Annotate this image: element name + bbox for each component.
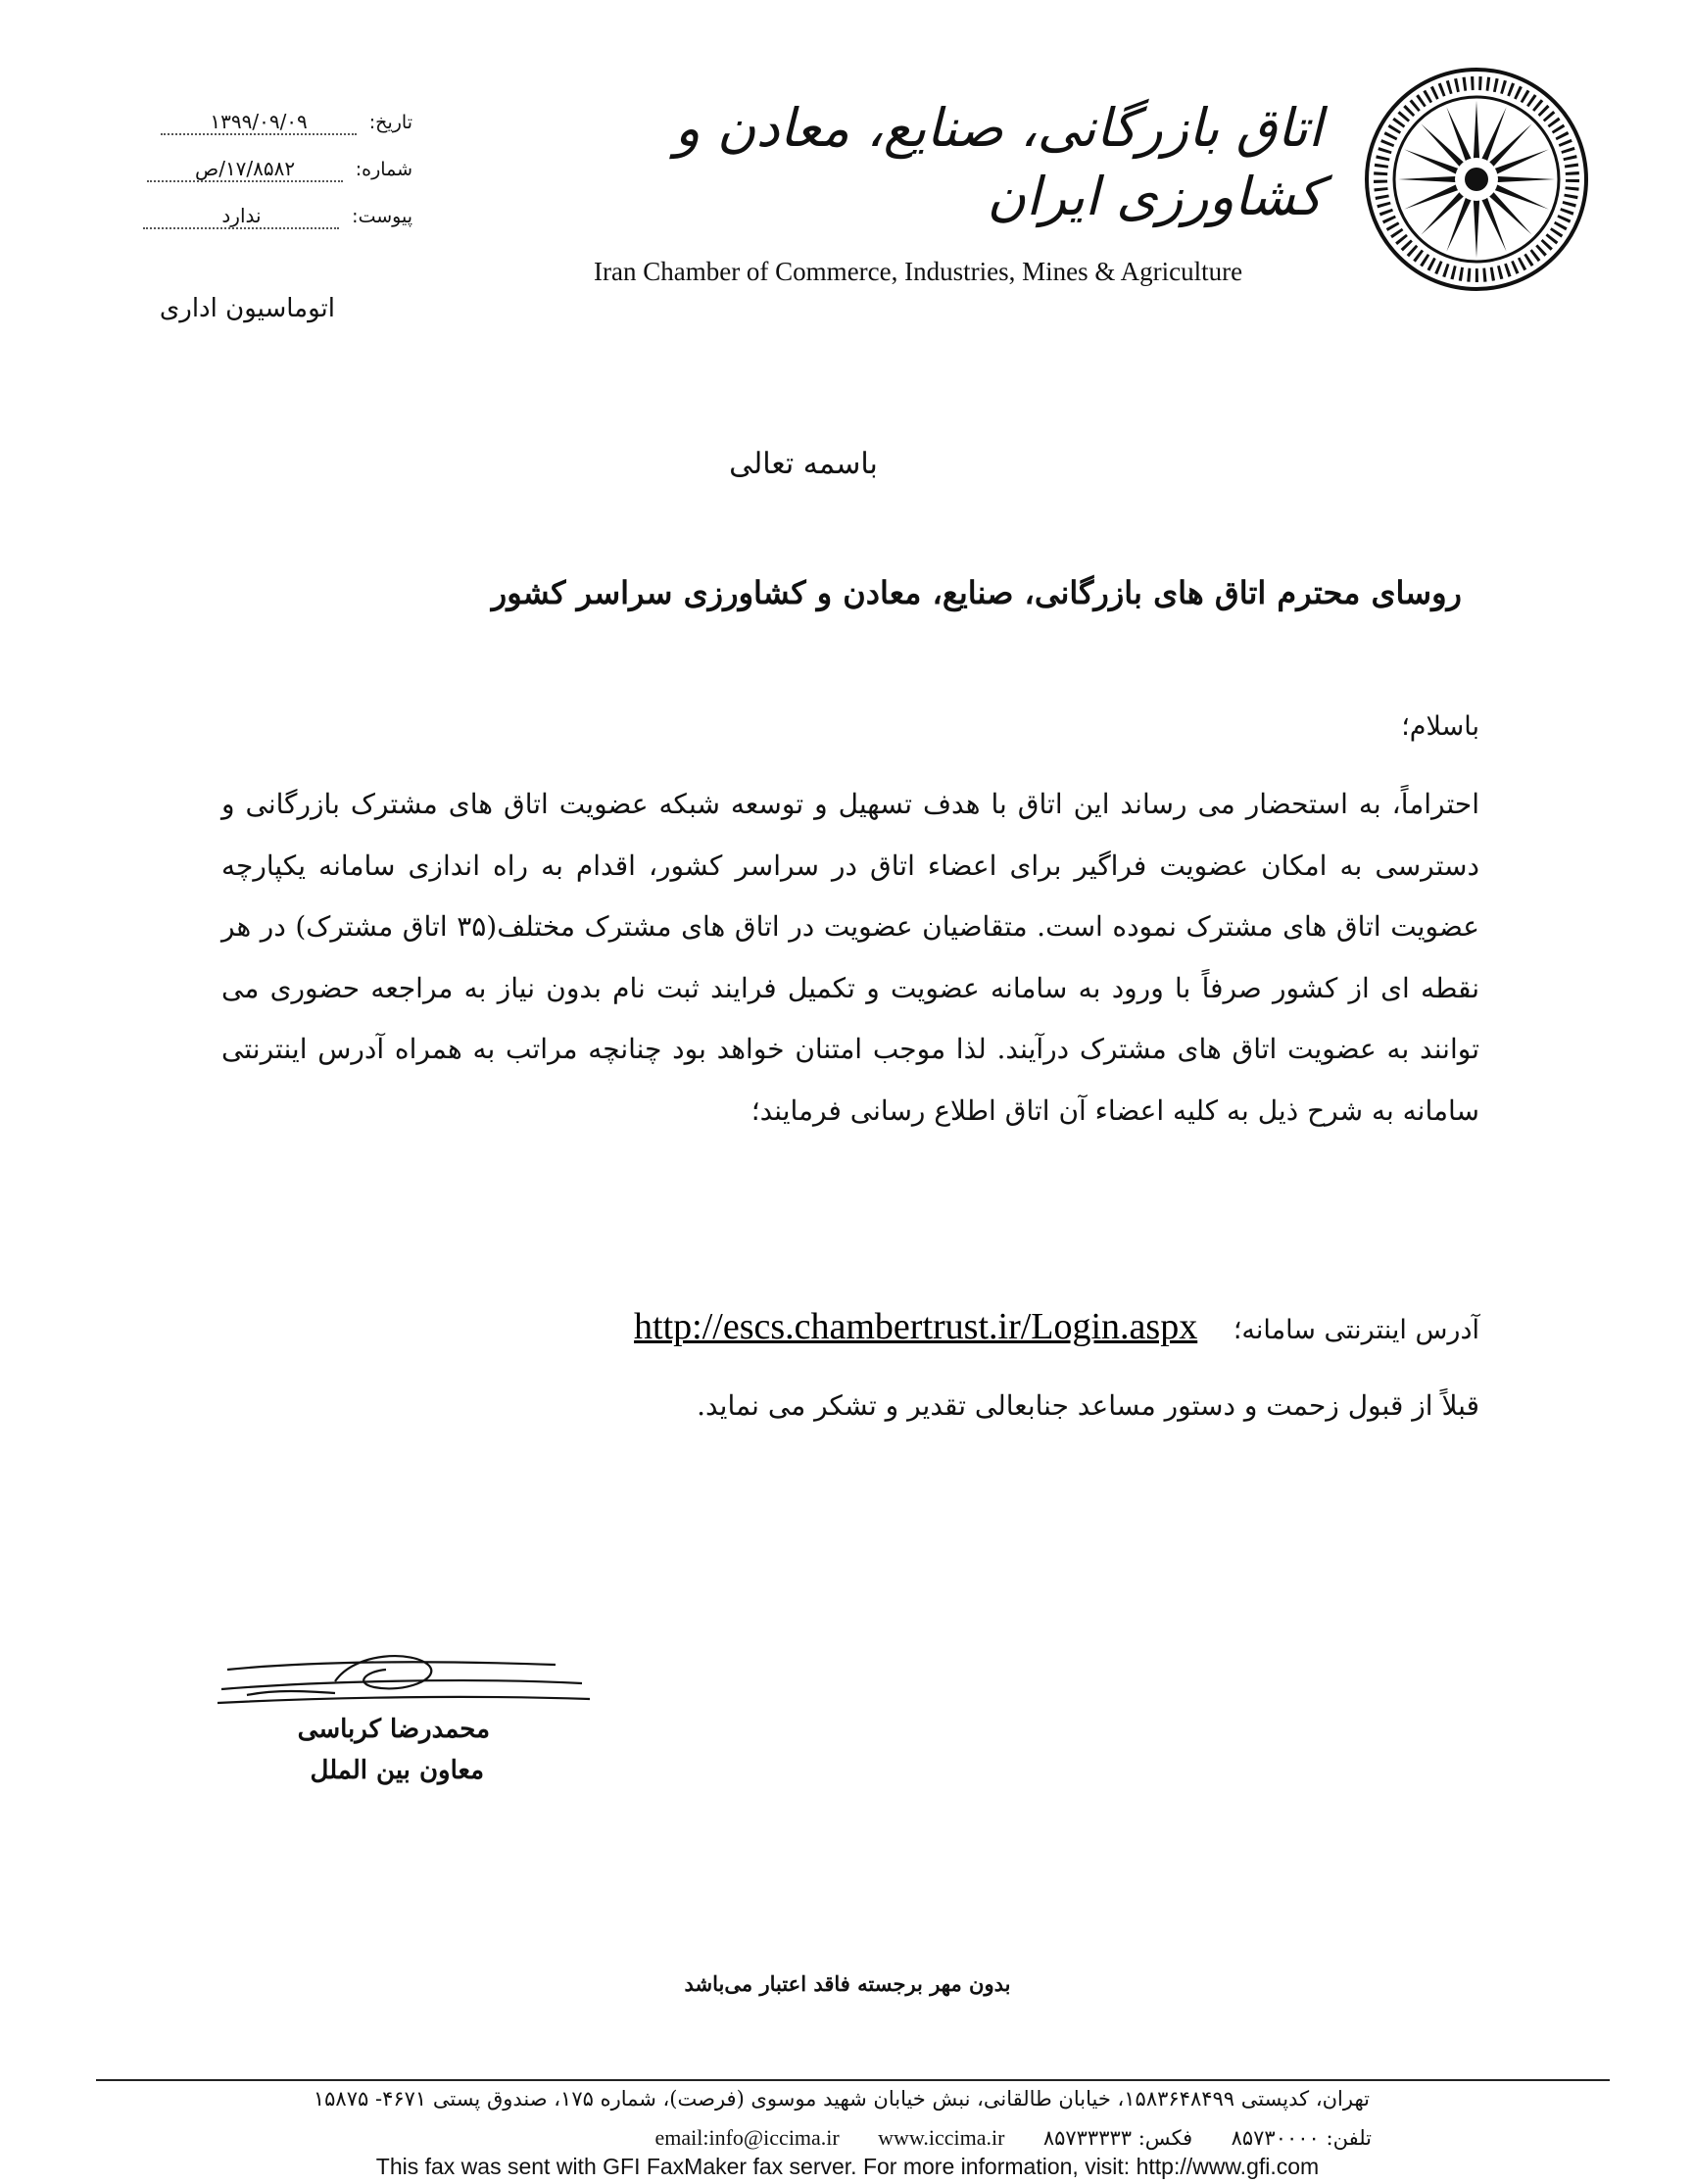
logo-petal (1496, 176, 1555, 182)
footer-address: تهران، کدپستی ۱۵۸۳۶۴۸۴۹۹، خیابان طالقانی، نبش خیابان شهید موسوی (فرصت)، شماره ۱۷۵، صندوق پستی ۴۶۷۱- ۱۵۸۷۵ (313, 2087, 1370, 2111)
phone-label: تلفن: (1326, 2126, 1372, 2150)
attachment-value: ندارد (143, 204, 339, 229)
greeting: باسلام؛ (1401, 711, 1479, 742)
email-address: email:info@iccima.ir (654, 2125, 840, 2150)
letter-body: احتراماً، به استحضار می رساند این اتاق با هدف تسهیل و توسعه شبکه عضویت اتاق های مشترک بازرگانی و دسترسی به امکان عضویت فراگیر برای اعضاء اتاق در سراسر کشور، اقدام به راه اندازی سامانه یکپارچه عضویت اتاق های مشترک نموده است. متقاضیان عضویت در اتاق های مشترک مختلف(۳۵ اتاق مشترک) در هر نقطه ای از کشور صرفاً با ورود به سامانه عضویت و تکمیل فرایند ثبت نام بدون نیاز به مراجعه حضوری می توانند به عضویت اتاق های مشترک درآیند. لذا موجب امتنان خواهد بود چنانچه مراتب به همراه آدرس اینترنتی سامانه به شرح ذیل به کلیه اعضاء آن اتاق اطلاع رسانی فرمایند؛ (221, 788, 1479, 1127)
website-address: www.iccima.ir (878, 2125, 1005, 2150)
addressee: روسای محترم اتاق های بازرگانی، صنایع، معادن و کشاورزی سراسر کشور (491, 574, 1462, 611)
number-value: ۱۷/۸۵۸۲/ص (147, 157, 343, 182)
number-label: شماره: (355, 159, 412, 180)
signer-title: معاون بین الملل (310, 1756, 484, 1785)
attachment-row (119, 204, 412, 243)
date-row (119, 110, 412, 149)
phone-number: ۸۵۷۳۰۰۰۰ (1231, 2126, 1320, 2150)
url-line (634, 1305, 1479, 1348)
url-label: آدرس اینترنتی سامانه؛ (1233, 1315, 1479, 1345)
org-name-english: Iran Chamber of Commerce, Industries, Mines & Agriculture (594, 257, 1243, 286)
date-value: ۱۳۹۹/۰۹/۰۹ (161, 110, 357, 135)
closing-line: قبلاً از قبول زحمت و دستور مساعد جنابعالی تقدیر و تشکر می نماید. (697, 1389, 1479, 1422)
fax-number: ۸۵۷۳۳۳۳۳ (1042, 2126, 1133, 2150)
logo-petal (1421, 191, 1465, 235)
logo-petal (1488, 191, 1532, 235)
org-name-persian: اتاق بازرگانی، صنایع، معادن و کشاورزی ایران (674, 97, 1323, 228)
chamber-logo-seal (1362, 65, 1591, 294)
logo-petal (1474, 101, 1479, 160)
logo-petal (1398, 176, 1457, 182)
department-label: اتوماسیون اداری (159, 294, 335, 323)
date-label: تاریخ: (368, 112, 412, 133)
system-url-link[interactable]: http://escs.chambertrust.ir/Login.aspx (634, 1306, 1198, 1347)
logo-petal (1421, 123, 1465, 168)
footer-contact (655, 2125, 1373, 2151)
logo-petal (1488, 123, 1532, 168)
logo-petal (1474, 199, 1479, 258)
footer-divider (96, 2079, 1610, 2081)
number-row (119, 157, 412, 196)
attachment-label: پیوست: (352, 206, 412, 227)
fax-banner: This fax was sent with GFI FaxMaker fax server. For more information, visit: http://www.gfi.com (375, 2154, 1320, 2179)
signer-name: محمدرضا کرباسی (297, 1715, 490, 1744)
fax-label: فکس: (1137, 2126, 1193, 2150)
seal-validity-note: بدون مهر برجسته فاقد اعتبار می‌باشد (684, 1971, 1011, 1996)
invocation: باسمه تعالی (729, 447, 878, 481)
